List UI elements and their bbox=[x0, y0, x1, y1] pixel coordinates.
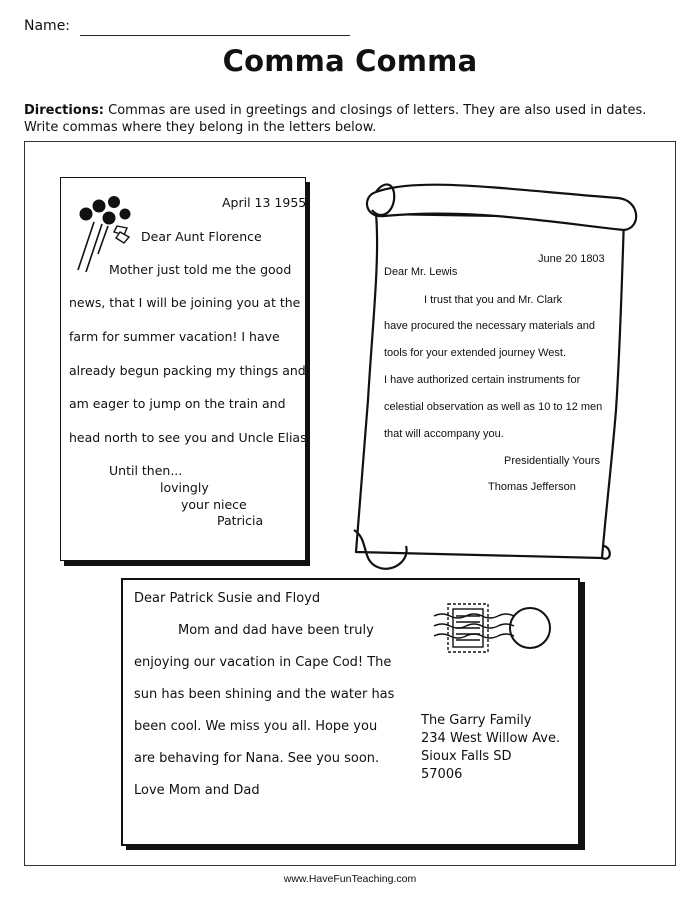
directions-label: Directions: bbox=[24, 103, 104, 118]
address-line: 57006 bbox=[421, 767, 463, 782]
letter1-closing: Until then... bbox=[109, 463, 183, 478]
letter1-closing: lovingly bbox=[160, 480, 209, 495]
letter2-line: have procured the necessary materials and bbox=[384, 320, 595, 332]
letter2-line: tools for your extended journey West. bbox=[384, 347, 567, 359]
letter2-closing: Presidentially Yours bbox=[504, 455, 601, 467]
letter3-closing: Love Mom and Dad bbox=[134, 783, 260, 798]
letter1-signature: Patricia bbox=[217, 513, 264, 528]
address-line: 234 West Willow Ave. bbox=[421, 731, 561, 746]
letter3-line: enjoying our vacation in Cape Cod! The bbox=[134, 655, 392, 670]
address-line: Sioux Falls SD bbox=[421, 749, 512, 764]
letter3-greeting: Dear Patrick Susie and Floyd bbox=[134, 591, 321, 606]
scroll-paper-icon bbox=[350, 170, 650, 570]
letter3-line: sun has been shining and the water has bbox=[134, 687, 395, 702]
letter2-line: that will accompany you. bbox=[384, 428, 504, 440]
page-title: Comma Comma bbox=[222, 44, 478, 78]
letter2-date: June 20 1803 bbox=[538, 253, 605, 265]
letter3-line: been cool. We miss you all. Hope you bbox=[134, 719, 378, 734]
letter1-line: am eager to jump on the train and bbox=[69, 396, 286, 411]
address-line: The Garry Family bbox=[421, 713, 532, 728]
letter1-line: already begun packing my things and bbox=[69, 363, 306, 378]
letter1-closing: your niece bbox=[181, 497, 247, 512]
footer-url[interactable]: www.HaveFunTeaching.com bbox=[283, 873, 417, 885]
letter1-line: news, that I will be joining you at the bbox=[69, 295, 301, 310]
letter2-line: I have authorized certain instruments for bbox=[384, 374, 581, 386]
letter2-greeting: Dear Mr. Lewis bbox=[384, 266, 458, 278]
directions-text: Commas are used in greetings and closings of letters. They are also used in dates. Write commas where they belong in the letters below. bbox=[24, 103, 647, 135]
letter3-line: are behaving for Nana. See you soon. bbox=[134, 751, 380, 766]
letter1-line: farm for summer vacation! I have bbox=[69, 329, 280, 344]
letter1-date: April 13 1955 bbox=[222, 195, 307, 210]
name-label: Name: bbox=[24, 18, 71, 34]
letter1-greeting: Dear Aunt Florence bbox=[141, 229, 262, 244]
letter1-line: head north to see you and Uncle Elias. bbox=[69, 430, 311, 445]
letter2-line: celestial observation as well as 10 to 12 men bbox=[384, 401, 603, 413]
directions bbox=[24, 102, 664, 136]
letter2-line: I trust that you and Mr. Clark bbox=[424, 294, 563, 306]
postage-stamp-icon bbox=[432, 596, 556, 660]
name-line[interactable] bbox=[80, 35, 350, 36]
letter3-line: Mom and dad have been truly bbox=[178, 623, 374, 638]
letter1-line: Mother just told me the good bbox=[109, 262, 292, 277]
letter2-signature: Thomas Jefferson bbox=[488, 481, 576, 493]
